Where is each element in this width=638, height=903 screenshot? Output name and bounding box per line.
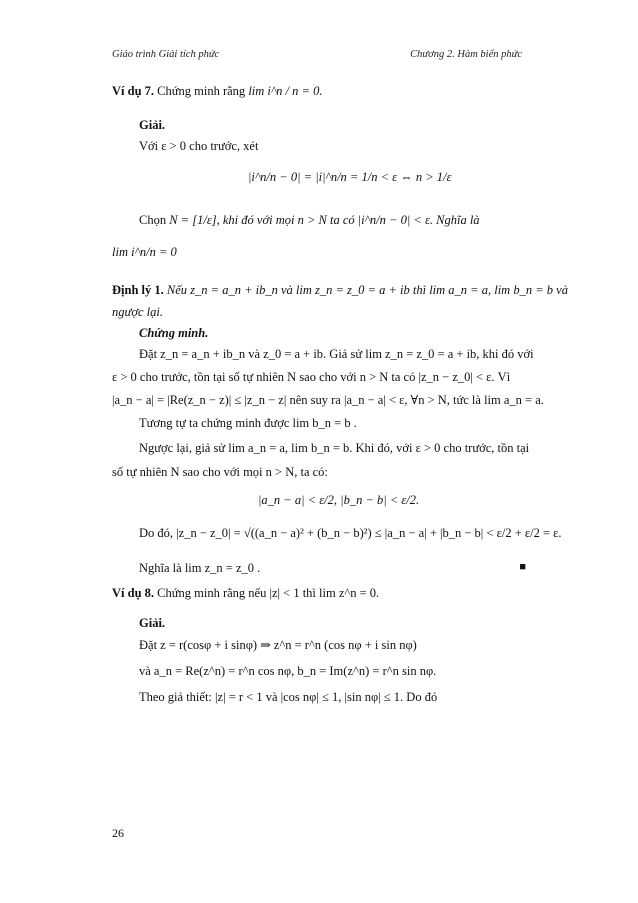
- qed-square: ■: [519, 561, 526, 573]
- example-8-line-1: Đặt z = r(cosφ + i sinφ) ⇒ z^n = r^n (cos nφ + i sin nφ): [139, 638, 417, 652]
- example-7-title: Ví dụ 7.: [112, 84, 155, 98]
- example-7-line-4: lim i^n/n = 0: [112, 245, 177, 259]
- proof-line-6: số tự nhiên N sao cho với mọi n > N, ta có:: [112, 465, 328, 479]
- theorem-1-text-2: ngược lại.: [112, 305, 163, 319]
- proof-line-7: |a_n − a| < ε/2, |b_n − b| < ε/2.: [258, 493, 420, 507]
- proof-line-2: ε > 0 cho trước, tồn tại số tự nhiên N sao cho với n > N ta có |z_n − z_0| < ε. Vì: [112, 370, 511, 384]
- example-8-line-3: Theo giả thiết: |z| = r < 1 và |cos nφ| ≤ 1, |sin nφ| ≤ 1. Do đó: [139, 690, 438, 704]
- example-8-text: Chứng minh rằng nếu |z| < 1 thì lim z^n = 0.: [157, 586, 380, 600]
- example-7-formula: lim i^n / n = 0.: [248, 84, 323, 98]
- proof-line-9: Nghĩa là lim z_n = z_0 .: [139, 561, 261, 575]
- theorem-1-title: Định lý 1.: [112, 283, 164, 297]
- example-7-line-3a: Chọn: [139, 213, 167, 227]
- proof-line-5: Ngược lại, giả sử lim a_n = a, lim b_n = b. Khi đó, với ε > 0 cho trước, tồn tại: [139, 441, 530, 455]
- example-8-title: Ví dụ 8.: [112, 586, 155, 600]
- example-8-solution-label: Giải.: [139, 616, 166, 630]
- proof-line-1: Đặt z_n = a_n + ib_n và z_0 = a + ib. Giả sử lim z_n = z_0 = a + ib, khi đó với: [139, 347, 534, 361]
- example-7-solution-label: Giải.: [139, 118, 166, 132]
- example-8-line-2: và a_n = Re(z^n) = r^n cos nφ, b_n = Im(z^n) = r^n sin nφ.: [139, 664, 437, 678]
- example-7-text: Chứng minh rằng: [157, 84, 246, 98]
- example-7-statement: [112, 84, 532, 100]
- theorem-1-text: Nếu z_n = a_n + ib_n và lim z_n = z_0 = a + ib thì lim a_n = a, lim b_n = b và: [166, 283, 568, 297]
- example-7-line-2: |i^n/n − 0| = |i|^n/n = 1/n < ε ⇔ n > 1/ε: [248, 170, 452, 184]
- proof-label: Chứng minh.: [139, 326, 209, 340]
- page-number: 26: [112, 826, 124, 840]
- proof-line-3: |a_n − a| = |Re(z_n − z)| ≤ |z_n − z| nên suy ra |a_n − a| < ε, ∀n > N, tức là lim a_n = a.: [112, 393, 544, 407]
- proof-line-4: Tương tự ta chứng minh được lim b_n = b .: [139, 416, 357, 430]
- header-left: Giáo trình Giải tích phức: [112, 49, 220, 60]
- proof-line-8: Do đó, |z_n − z_0| = √((a_n − a)² + (b_n − b)²) ≤ |a_n − a| + |b_n − b| < ε/2 + ε/2 = ε.: [139, 526, 562, 540]
- example-7-line-1: Với ε > 0 cho trước, xét: [139, 139, 259, 153]
- example-7-line-3: [139, 213, 549, 229]
- theorem-1-statement: [112, 283, 568, 299]
- header-right: Chương 2. Hàm biến phức: [410, 49, 522, 60]
- example-7-line-3b: N = [1/ε], khi đó với mọi n > N ta có |i^n/n − 0| < ε. Nghĩa là: [169, 213, 480, 227]
- example-8-statement: [112, 586, 532, 602]
